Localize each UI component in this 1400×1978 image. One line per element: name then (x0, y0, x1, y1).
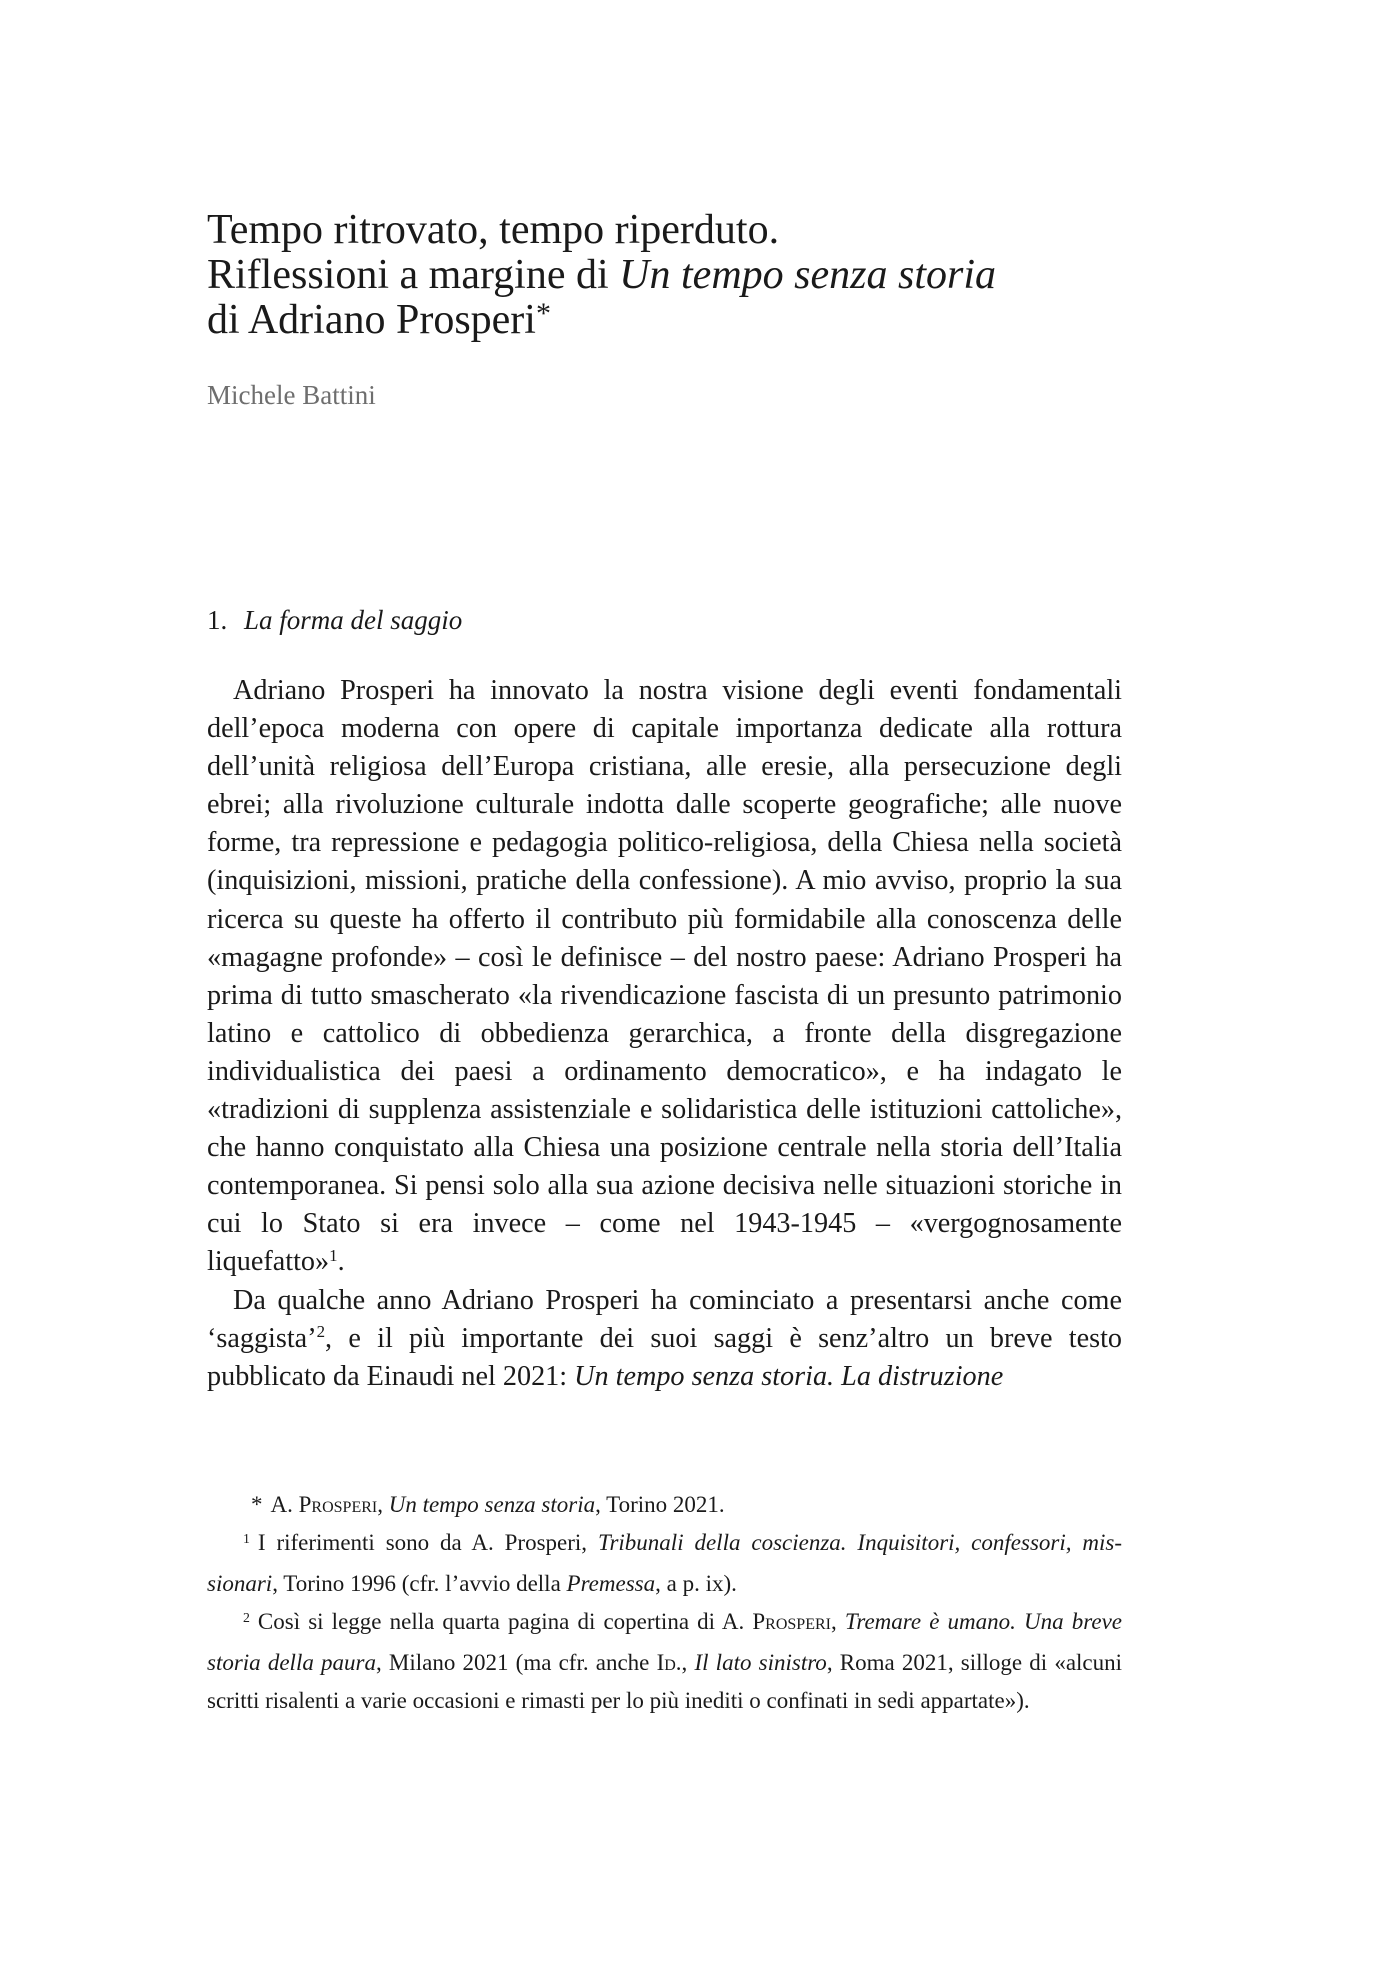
footnote-1-end: , a p. ix). (655, 1571, 737, 1596)
footnote-1-premessa: Premessa (566, 1571, 656, 1596)
footnote-2-author: Prosperi (752, 1609, 831, 1634)
footnote-star (207, 1486, 1122, 1524)
paragraph-2-book-italic: Un tempo senza storia. La distruzione (574, 1360, 1004, 1392)
paragraph-1-text: Adriano Prosperi ha innovato la nostra visione degli eventi fondamentali dell’epoca moderna con opere di capitale importanza dedicate alla rottura dell’unità religiosa dell’Europa cristiana, alle eresie, alla persecuzione degli ebrei; alla rivoluzione culturale indotta dalle scoperte geografiche; alle nuove forme, tra repressione e pedagogia politico-religiosa, della Chiesa nella società (inquisizioni, missioni, pratiche della confessione). A mio avviso, proprio la sua ricerca su queste ha offerto il contributo più formidabile alla conoscenza delle «magagne profonde» – così le definisce – del nostro paese: Adriano Prosperi ha prima di tutto smascherato «la rivendicazione fascista di un presunto patrimonio latino e cattolico di obbedienza gerarchica, a fronte della disgregazione individualistica dei paesi a ordinamento democratico», e ha indagato le «tradizioni di supplenza assistenziale e solidaristica delle istituzioni cattoliche», che hanno conquistato alla Chiesa una posizione centrale nella storia dell’Italia contemporanea. Si pensi solo alla sua azione decisiva nelle situazioni storiche in cui lo Stato si era invece – come nel 1943-1945 – «vergognosamente liquefatto» (207, 675, 1122, 1278)
section-title: La forma del saggio (244, 605, 463, 635)
footnote-2-mid: , Milano 2021 (ma cfr. anche (375, 1650, 657, 1675)
footnote-2 (207, 1603, 1122, 1720)
footnote-2-sep2: , (681, 1650, 695, 1675)
paragraph-2-text-b: , e il più importante dei suoi saggi è senz’altro un breve testo pubblicato da Einaudi nel 2021: (207, 1322, 1122, 1392)
footnote-2-pre: Così si legge nella quarta pagina di copertina di A. (257, 1609, 753, 1634)
title-line-2-prefix: Riflessioni a margine di (207, 252, 620, 298)
footnote-1 (207, 1524, 1122, 1603)
title-line-3-text: di Adriano Prosperi (207, 297, 536, 343)
title-book-italic: Un tempo senza storia (619, 252, 997, 298)
paragraph-1-end: . (337, 1246, 345, 1278)
section-number: 1. (207, 605, 228, 635)
footnote-star-initial: A. (270, 1492, 299, 1517)
paragraph-2 (207, 1282, 1122, 1396)
body-text (207, 672, 1122, 1396)
footnote-star-mark: * (251, 1492, 263, 1517)
footnote-1-mark: 1 (243, 1531, 250, 1547)
footnote-star-author: Prosperi (298, 1492, 378, 1517)
footnote-1-mid: , Torino 1996 (cfr. l’avvio della (272, 1571, 567, 1596)
footnote-star-sep: , (377, 1492, 389, 1517)
footnote-1-pre: I riferimenti sono da A. Prosperi, (257, 1530, 598, 1555)
title-star-mark: * (535, 297, 551, 330)
footnote-2-sep: , (830, 1609, 845, 1634)
footnote-2-end: , Roma 2021, silloge di «alcuni scritti risalenti a varie occasioni e rimasti per lo più inediti o confinati in sedi appartate»). (207, 1650, 1123, 1713)
footnote-star-rest: , Torino 2021. (595, 1492, 725, 1517)
title-line-1: Tempo ritrovato, tempo riperduto. (207, 207, 780, 253)
footnotes (207, 1486, 1122, 1720)
footnote-2-work: Tremare è umano. Una breve storia della paura (207, 1609, 1122, 1675)
footnote-1-work: Tribunali della coscienza. Inquisitori, confessori, missionari (207, 1530, 1122, 1596)
footnote-2-work2: Il lato sinistro (694, 1650, 827, 1675)
footnote-ref-2[interactable]: 2 (316, 1322, 326, 1342)
footnote-2-id: Id. (656, 1650, 682, 1675)
paragraph-1 (207, 672, 1122, 1282)
paragraph-2-text-a: Da qualche anno Adriano Prosperi ha cominciato a presentarsi anche come ‘saggista’ (207, 1284, 1122, 1354)
title-line-3 (207, 298, 1167, 346)
footnote-2-mark: 2 (243, 1610, 250, 1626)
footnote-star-work: Un tempo senza storia (388, 1492, 596, 1517)
section-heading (207, 605, 462, 636)
author-name: Michele Battini (207, 380, 376, 410)
article-title (207, 208, 1167, 346)
footnote-ref-1[interactable]: 1 (329, 1246, 338, 1266)
title-line-2 (207, 253, 1167, 298)
